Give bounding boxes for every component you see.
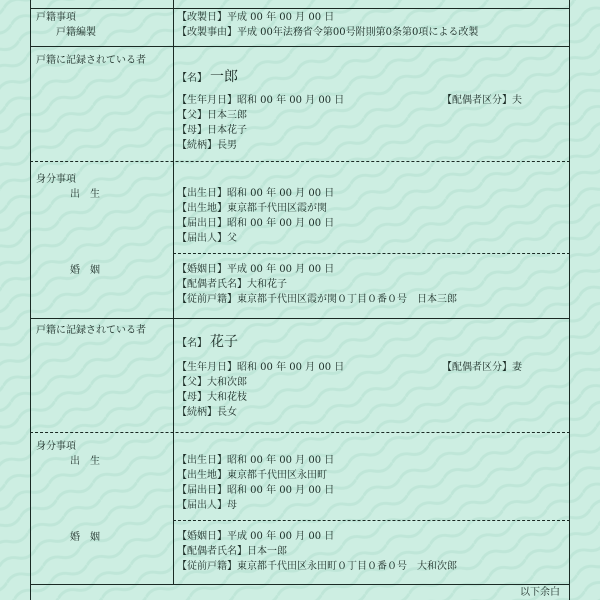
status-section-label: 身分事項: [36, 441, 76, 452]
father: 【父】大和次郎: [177, 377, 247, 388]
mother: 【母】大和花枝: [177, 392, 247, 403]
section-dash-rule: [30, 432, 570, 433]
birth-date: 【生年月日】昭和 00 年 00 月 00 日: [177, 362, 345, 373]
report-date: 【届出日】昭和 00 年 00 月 00 日: [177, 218, 335, 229]
right-border: [569, 0, 570, 600]
person-section-label: 戸籍に記録されている者: [36, 55, 146, 66]
kaisei-date: 【改製日】平成 00 年 00 月 00 日: [177, 12, 335, 23]
section-rule: [30, 318, 570, 319]
person-name: 一郎: [210, 69, 238, 85]
top-rule: [30, 8, 570, 9]
kaisei-reason: 【改製事由】平成 00年法務省令第00号附則第0条第0項による改製: [177, 27, 479, 38]
person-name: 花子: [210, 334, 238, 350]
reporter: 【届出人】父: [177, 233, 237, 244]
person-section-label: 戸籍に記録されている者: [36, 325, 146, 336]
name-tag: 【名】: [177, 338, 207, 349]
relationship: 【続柄】長男: [177, 140, 237, 151]
reporter: 【届出人】母: [177, 500, 237, 511]
name-tag: 【名】: [177, 73, 207, 84]
event-dash-rule: [173, 253, 570, 254]
koseki-sublabel: 戸籍編製: [56, 27, 96, 38]
remainder-blank-note: 以下余白: [520, 587, 560, 598]
spouse-name: 【配偶者氏名】大和花子: [177, 279, 287, 290]
marriage-event-label: 婚 姻: [70, 265, 100, 276]
column-divider: [173, 0, 174, 584]
koseki-section-label: 戸籍事項: [36, 12, 76, 23]
birth-event-label: 出 生: [70, 456, 100, 467]
mother: 【母】日本花子: [177, 125, 247, 136]
father: 【父】日本三郎: [177, 110, 247, 121]
marriage-event-label: 婚 姻: [70, 532, 100, 543]
status-section-label: 身分事項: [36, 174, 76, 185]
marriage-date: 【婚姻日】平成 00 年 00 月 00 日: [177, 264, 335, 275]
left-border: [30, 0, 31, 600]
previous-register: 【従前戸籍】東京都千代田区霞が関０丁目０番０号 日本三郎: [177, 294, 457, 305]
register-document: [30, 0, 570, 600]
birth-day: 【出生日】昭和 00 年 00 月 00 日: [177, 455, 335, 466]
spouse-class: 【配偶者区分】夫: [442, 95, 522, 106]
section-dash-rule: [30, 161, 570, 162]
birth-day: 【出生日】昭和 00 年 00 月 00 日: [177, 188, 335, 199]
birth-place: 【出生地】東京都千代田区永田町: [177, 470, 327, 481]
report-date: 【届出日】昭和 00 年 00 月 00 日: [177, 485, 335, 496]
relationship: 【続柄】長女: [177, 407, 237, 418]
birth-date: 【生年月日】昭和 00 年 00 月 00 日: [177, 95, 345, 106]
birth-place: 【出生地】東京都千代田区霞が関: [177, 203, 327, 214]
marriage-date: 【婚姻日】平成 00 年 00 月 00 日: [177, 531, 335, 542]
bottom-rule: [30, 584, 570, 585]
previous-register: 【従前戸籍】東京都千代田区永田町０丁目０番０号 大和次郎: [177, 561, 457, 572]
event-dash-rule: [173, 520, 570, 521]
birth-event-label: 出 生: [70, 189, 100, 200]
section-rule: [30, 46, 570, 47]
spouse-class: 【配偶者区分】妻: [442, 362, 522, 373]
spouse-name: 【配偶者氏名】日本一郎: [177, 546, 287, 557]
